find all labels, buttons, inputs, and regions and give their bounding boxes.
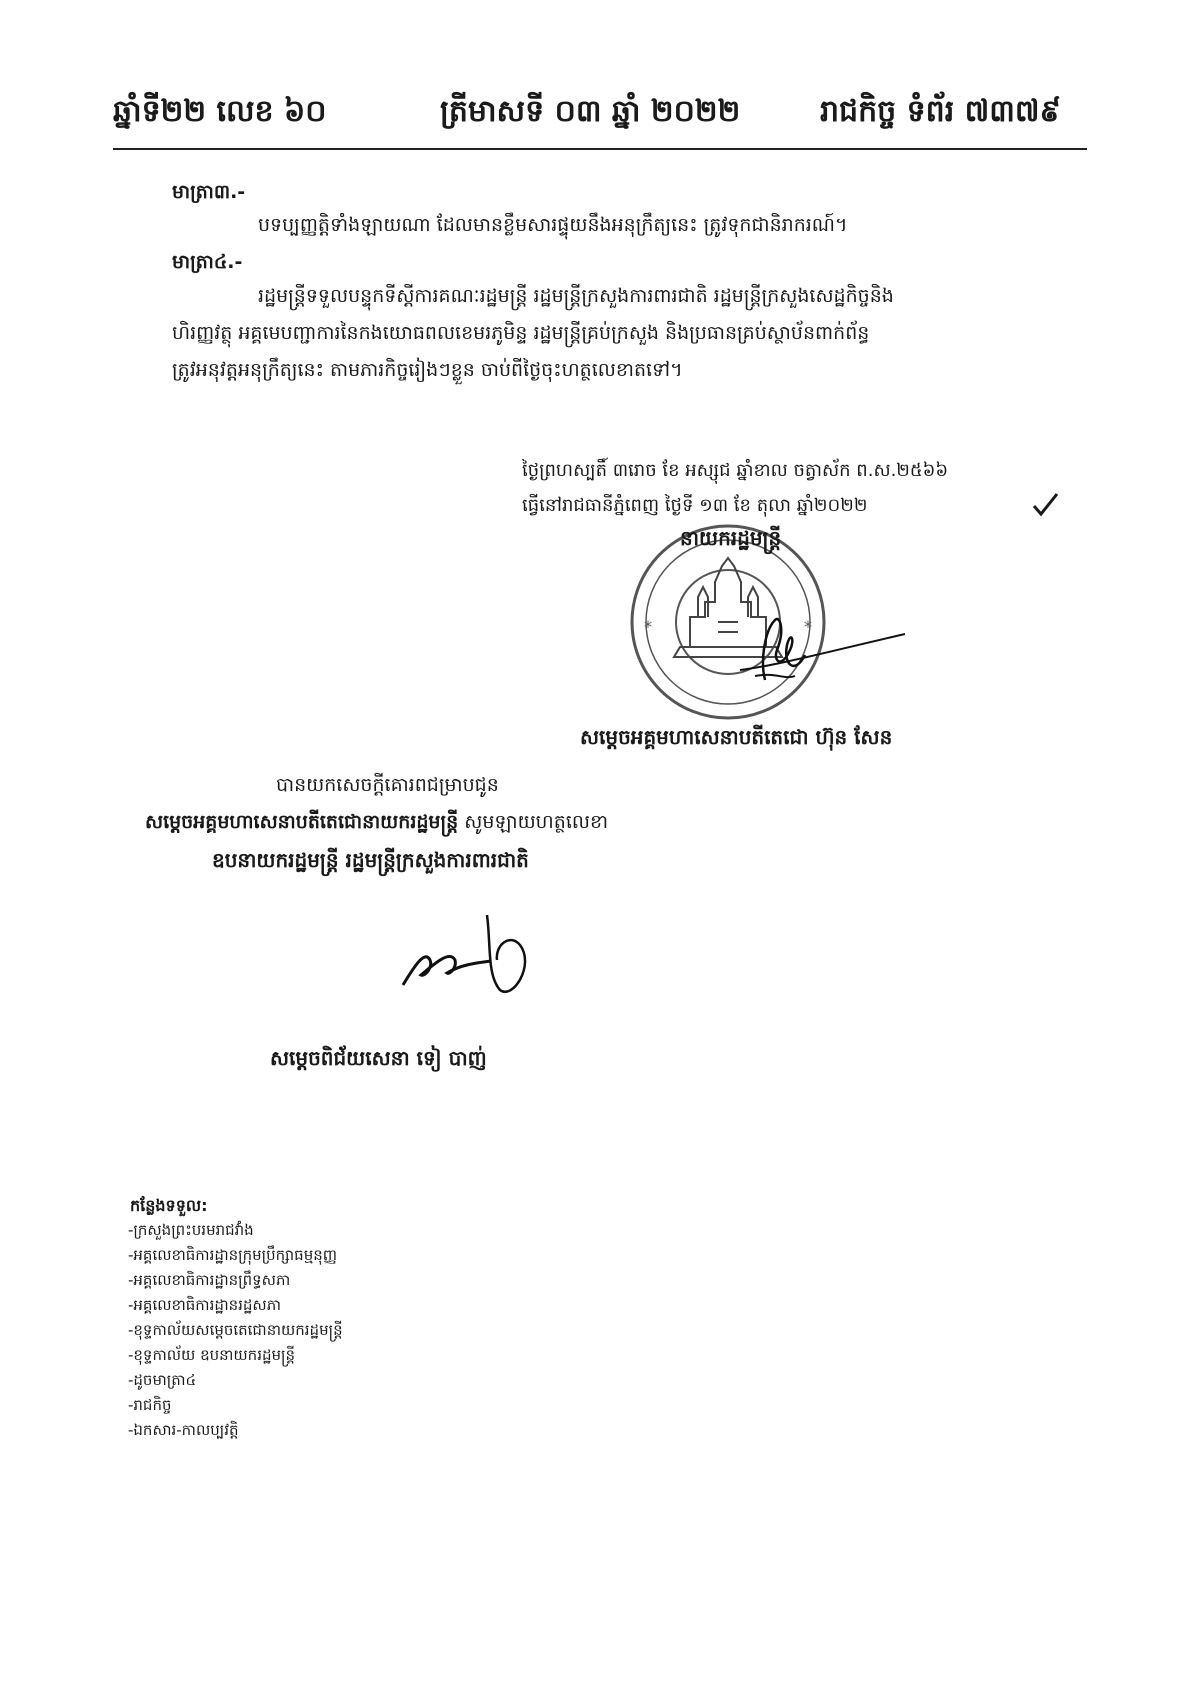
signatory-role: នាយករដ្ឋមន្ត្រី [680,526,782,550]
gazette-page-number: រាជកិច្ច ទំព័រ ៧៣៧៩ [820,94,1061,129]
article-3-title: មាត្រា៣.- [172,181,246,203]
countersign-name: សម្តេចពិជ័យសេនា ទៀ បាញ់ [270,1046,487,1070]
signature-prime-minister [735,600,915,695]
recipient-item: -អគ្គលេខាធិការដ្ឋានក្រុមប្រឹក្សាធម្មនុញ្ញ [128,1246,338,1264]
lunar-date: ថ្ងៃព្រហស្បតិ៍ ៣រោច ខែ អស្សុជ ឆ្នាំខាល ចត្វាស័ក ព.ស.២៥៦៦ [522,460,949,481]
gazette-quarter: ត្រីមាសទី ០៣ ឆ្នាំ ២០២២ [440,94,741,129]
countersign-request-text: សូមឡាយហត្ថលេខា [458,811,609,833]
recipient-item: -រាជកិច្ច [128,1396,172,1414]
svg-text:*: * [644,617,652,636]
place-date: ធ្វើនៅរាជធានីភ្នំពេញ ថ្ងៃទី ១៣ ខែ តុលា ឆ្នាំ២០២២ [522,495,868,516]
gazette-year-issue: ឆ្នាំទី២២ លេខ ៦០ [113,94,327,129]
article-4-title: មាត្រា៤.- [172,251,243,273]
recipient-item: -ខុទ្ទកាល័យ ឧបនាយករដ្ឋមន្ត្រី [128,1346,295,1364]
signature-defense-minister [395,905,555,1000]
checkmark-icon [1030,490,1060,518]
article-4-line: ត្រូវអនុវត្តអនុក្រឹត្យនេះ តាមភារកិច្ចរៀងៗខ្លួន ចាប់ពីថ្ងៃចុះហត្ថលេខាតទៅ។ [172,359,683,381]
article-3-text: បទប្បញ្ញត្តិទាំងឡាយណា ដែលមានខ្លឹមសារផ្ទុយនឹងអនុក្រឹត្យនេះ ត្រូវទុកជានិរាករណ៍។ [258,214,848,236]
countersign-request [145,810,608,838]
signatory-name: សម្តេចអគ្គមហាសេនាបតីតេជោ ហ៊ុន សែន [580,725,893,749]
recipient-item: -ឯកសារ-កាលប្បវត្តិ [128,1421,239,1439]
recipient-item: -ក្រសួងព្រះបរមរាជវាំង [128,1221,254,1239]
recipient-item: -អគ្គលេខាធិការដ្ឋានព្រឹទ្ធសភា [128,1271,291,1289]
article-4-line: រដ្ឋមន្ត្រីទទួលបន្ទុកទីស្តីការគណៈរដ្ឋមន្ត្រី រដ្ឋមន្ត្រីក្រសួងការពារជាតិ រដ្ឋមន្ត្រីក្រសួងសេដ្ឋកិច្ចនិង [258,285,894,307]
countersign-title: ឧបនាយករដ្ឋមន្ត្រី រដ្ឋមន្ត្រីក្រសួងការពារជាតិ [212,848,529,872]
recipients-title: កន្លែងទទួល: [130,1196,208,1215]
article-4-line: ហិរញ្ញវត្ថុ អគ្គមេបញ្ជាការនៃកងយោធពលខេមរភូមិន្ទ រដ្ឋមន្ត្រីគ្រប់ក្រសួង និងប្រធានគ្រប់ស្ថាប័នពាក់ព័ន្ធ [172,322,870,344]
recipient-item: -អគ្គលេខាធិការដ្ឋានរដ្ឋសភា [128,1296,281,1314]
recipient-item: -ខុទ្ទកាល័យសម្តេចតេជោនាយករដ្ឋមន្ត្រី [128,1321,343,1339]
header-rule [113,148,1087,150]
recipient-item: -ដូចមាត្រា៤ [128,1371,197,1389]
countersign-intro: បានយកសេចក្តីគោរពជម្រាបជូន [276,774,499,796]
countersign-addressee: សម្តេចអគ្គមហាសេនាបតីតេជោនាយករដ្ឋមន្ត្រី [145,811,459,833]
svg-text:*: * [804,617,812,636]
